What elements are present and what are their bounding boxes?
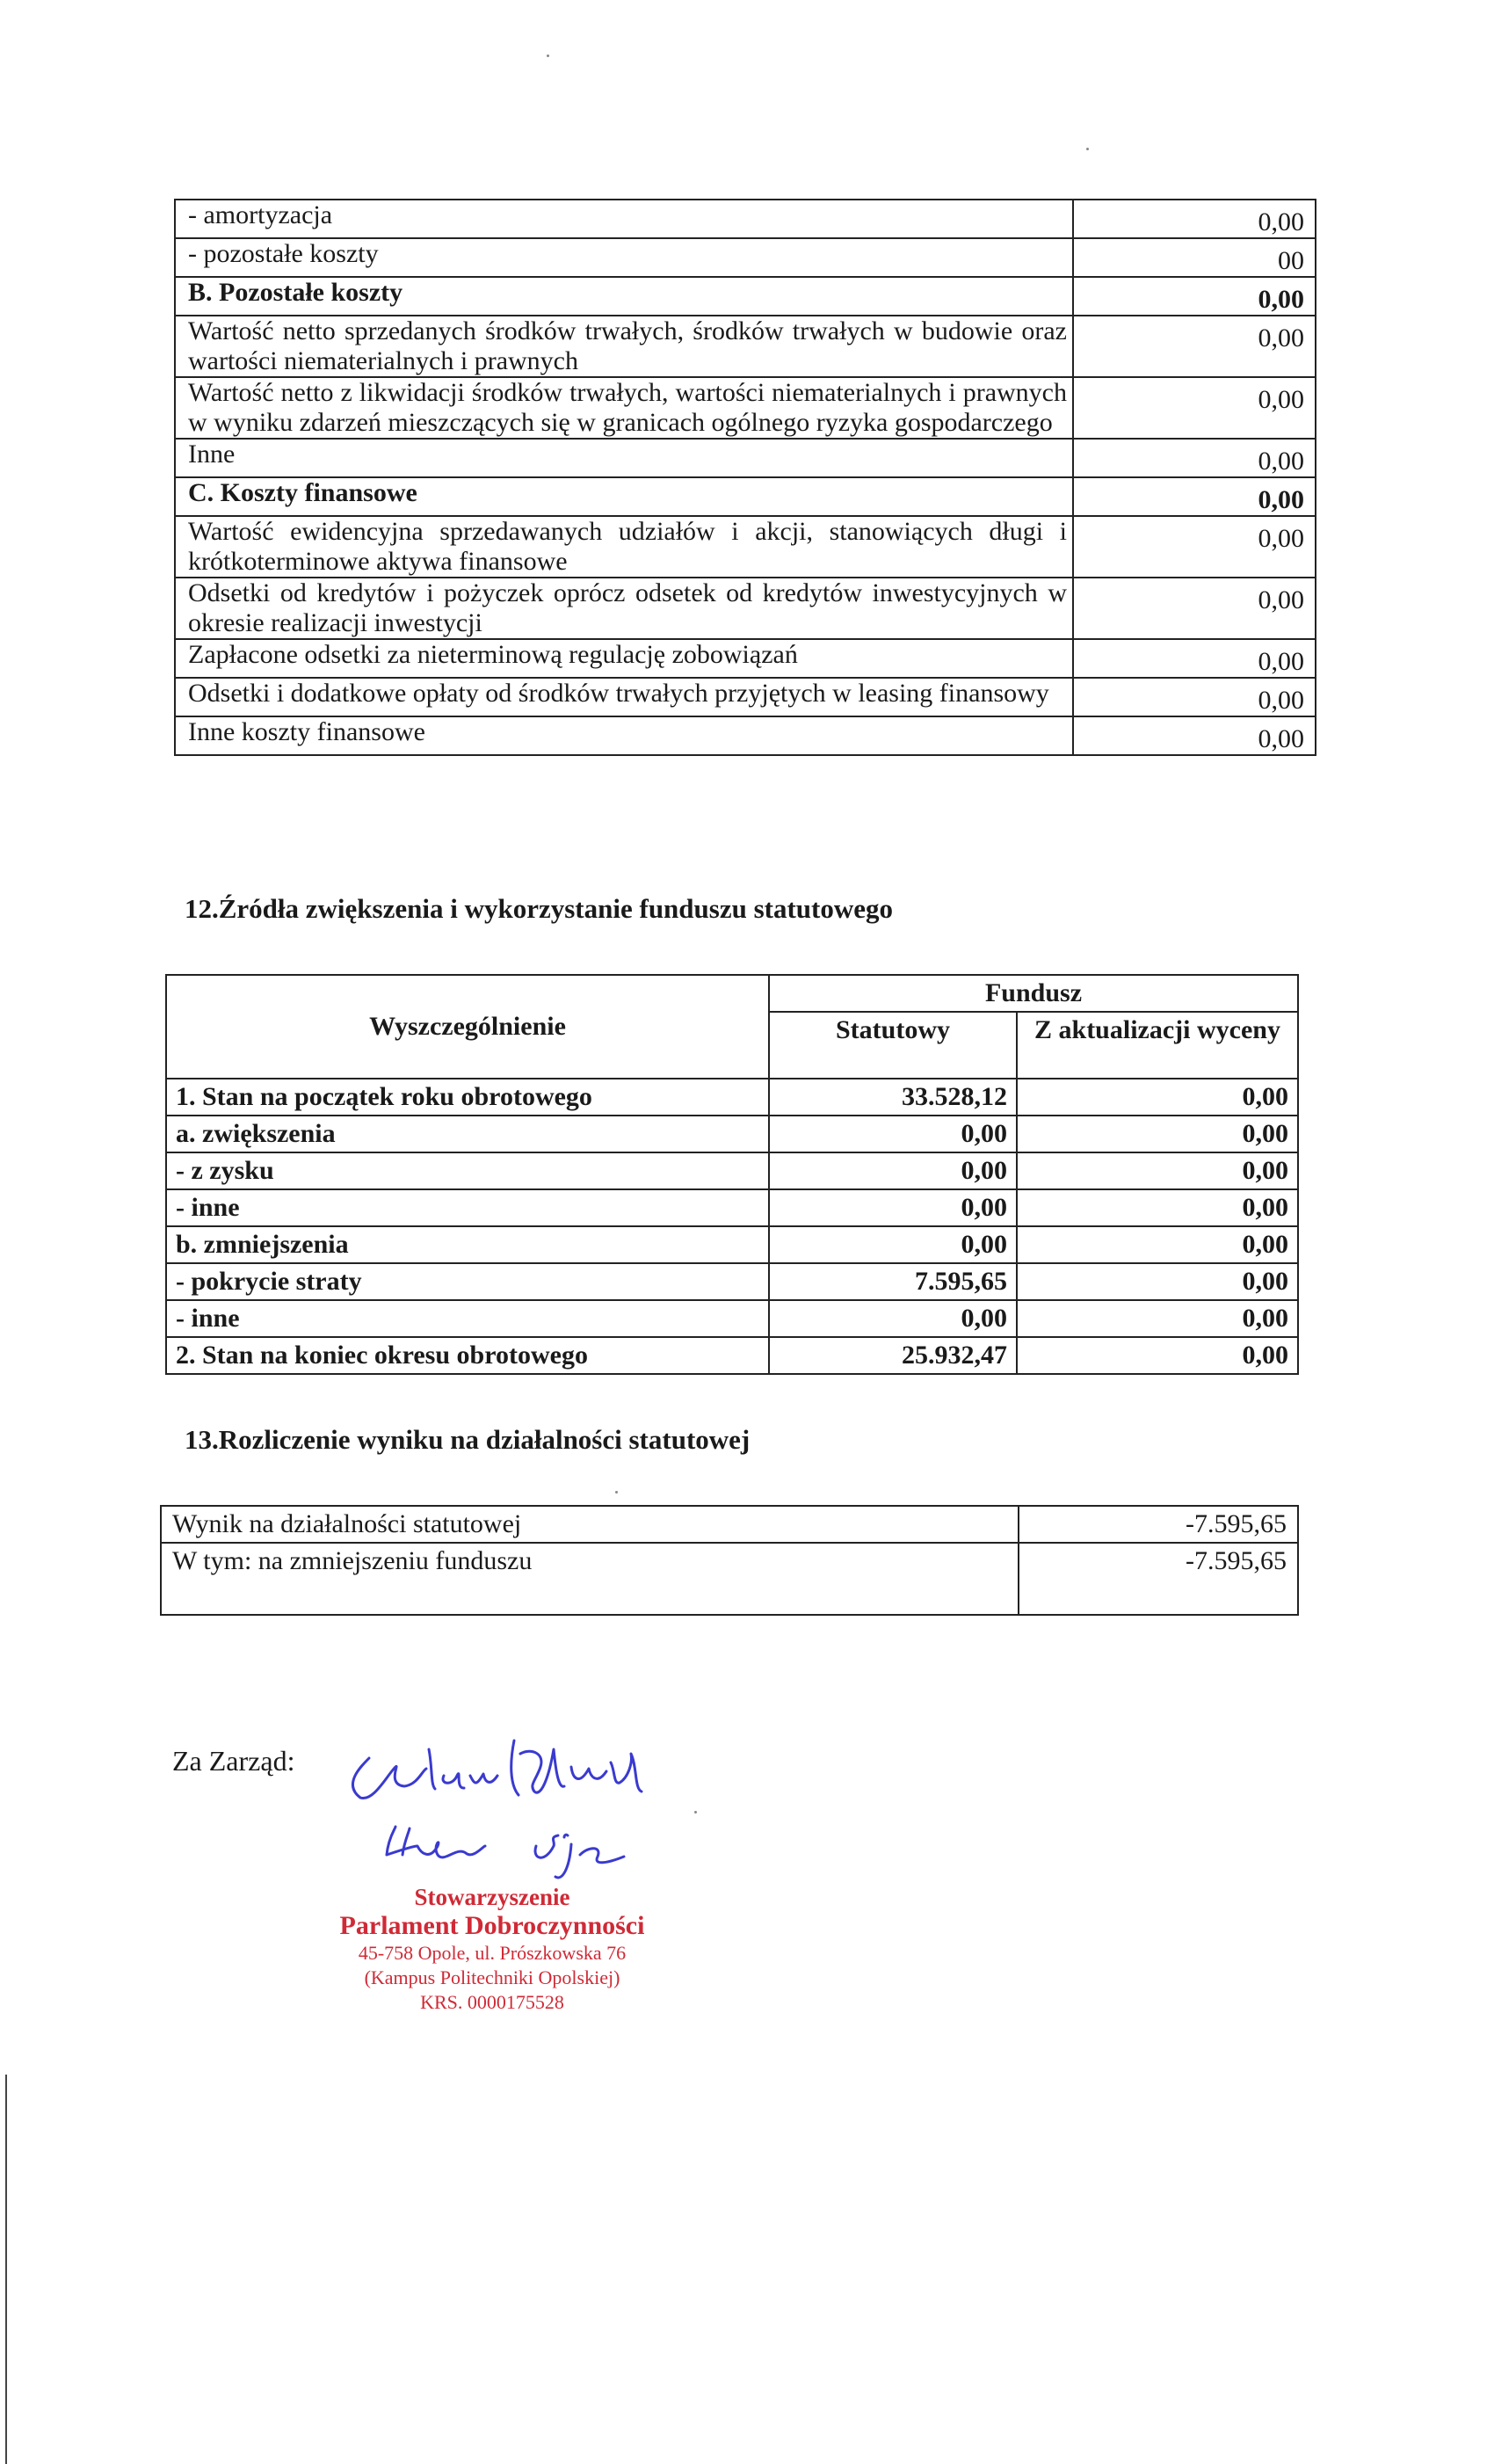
section-c-label: C. Koszty finansowe — [175, 477, 1073, 516]
row-statutowy: 0,00 — [769, 1152, 1017, 1189]
row-label: Wartość netto z likwidacji środków trwałych, wartości niematerialnych i prawnych w wyniku zdarzeń mieszczących się w granicach ogólnego ryzyka gospodarczego — [175, 377, 1073, 439]
table-row — [175, 578, 1316, 639]
row-aktualizacja: 0,00 — [1017, 1079, 1298, 1116]
table-row — [175, 516, 1316, 578]
row-label: - pokrycie straty — [166, 1263, 769, 1300]
table-row — [175, 716, 1316, 755]
row-value: 0,00 — [1073, 200, 1316, 238]
row-aktualizacja: 0,00 — [1017, 1300, 1298, 1337]
table-row — [175, 200, 1316, 238]
row-statutowy: 0,00 — [769, 1189, 1017, 1226]
table-row — [166, 1226, 1298, 1263]
table-row — [175, 377, 1316, 439]
row-aktualizacja: 0,00 — [1017, 1189, 1298, 1226]
table-row — [175, 439, 1316, 477]
row-statutowy: 33.528,12 — [769, 1079, 1017, 1116]
stamp-line-3: 45-758 Opole, ul. Prószkowska 76 — [358, 1942, 627, 1964]
row-label: Odsetki i dodatkowe opłaty od środków trwałych przyjętych w leasing finansowy — [175, 678, 1073, 716]
row-value: 0,00 — [1073, 678, 1316, 716]
row-label: Zapłacone odsetki za nieterminową regulację zobowiązań — [175, 639, 1073, 678]
table-row — [166, 1300, 1298, 1337]
handwritten-signatures — [334, 1714, 703, 1890]
row-label: Wartość netto sprzedanych środków trwałych, środków trwałych w budowie oraz wartości niematerialnych i prawnych — [175, 316, 1073, 377]
row-aktualizacja: 0,00 — [1017, 1263, 1298, 1300]
row-label: Odsetki od kredytów i pożyczek oprócz odsetek od kredytów inwestycyjnych w okresie realizacji inwestycji — [175, 578, 1073, 639]
row-value: 0,00 — [1073, 639, 1316, 678]
row-statutowy: 0,00 — [769, 1226, 1017, 1263]
fund-table — [165, 974, 1299, 1375]
row-label: b. zmniejszenia — [166, 1226, 769, 1263]
table-row — [175, 277, 1316, 316]
stamp-line-1: Stowarzyszenie — [414, 1884, 570, 1910]
header-z-aktualizacji: Z aktualizacji wyceny — [1017, 1012, 1298, 1079]
table-row — [175, 238, 1316, 277]
row-aktualizacja: 0,00 — [1017, 1152, 1298, 1189]
row-value: 0,00 — [1073, 516, 1316, 578]
row-value: -7.595,65 — [1019, 1506, 1298, 1543]
organization-stamp — [316, 1883, 668, 2015]
row-label: - amortyzacja — [175, 200, 1073, 238]
section-b-label: B. Pozostałe koszty — [175, 277, 1073, 316]
row-label: a. zwiększenia — [166, 1116, 769, 1152]
table-row — [161, 1506, 1298, 1543]
row-value: -7.595,65 — [1019, 1543, 1298, 1615]
table-row — [166, 1116, 1298, 1152]
stamp-line-2: Parlament Dobroczynności — [339, 1911, 645, 1940]
header-wyszczegolnienie: Wyszczególnienie — [166, 975, 769, 1079]
row-label: W tym: na zmniejszeniu funduszu — [161, 1543, 1019, 1615]
table-row — [166, 1189, 1298, 1226]
header-statutowy: Statutowy — [769, 1012, 1017, 1079]
row-aktualizacja: 0,00 — [1017, 1116, 1298, 1152]
section-12-title: 12.Źródła zwiększenia i wykorzystanie funduszu statutowego — [185, 893, 894, 924]
row-label: Wartość ewidencyjna sprzedawanych udziałów i akcji, stanowiących długi i krótkoterminowe aktywa finansowe — [175, 516, 1073, 578]
row-value: 0,00 — [1073, 439, 1316, 477]
section-13-title: 13.Rozliczenie wyniku na działalności statutowej — [185, 1424, 751, 1455]
costs-table — [174, 199, 1316, 756]
scan-speck — [615, 1491, 618, 1494]
row-label: - inne — [166, 1300, 769, 1337]
za-zarzad-label: Za Zarząd: — [172, 1745, 295, 1777]
stamp-line-4: (Kampus Politechniki Opolskiej) — [364, 1966, 620, 1988]
row-label: 2. Stan na koniec okresu obrotowego — [166, 1337, 769, 1374]
row-statutowy: 7.595,65 — [769, 1263, 1017, 1300]
table-row — [166, 1079, 1298, 1116]
row-value: 00 — [1073, 238, 1316, 277]
result-table — [160, 1505, 1299, 1616]
scan-speck — [694, 1811, 697, 1813]
row-label: - pozostałe koszty — [175, 238, 1073, 277]
stamp-line-5: KRS. 0000175528 — [420, 1991, 564, 2013]
row-statutowy: 0,00 — [769, 1300, 1017, 1337]
row-statutowy: 0,00 — [769, 1116, 1017, 1152]
scan-margin-line — [5, 2075, 7, 2464]
table-row — [175, 316, 1316, 377]
row-value: 0,00 — [1073, 716, 1316, 755]
row-aktualizacja: 0,00 — [1017, 1226, 1298, 1263]
table-row — [175, 477, 1316, 516]
table-row — [161, 1543, 1298, 1615]
row-aktualizacja: 0,00 — [1017, 1337, 1298, 1374]
row-label: Inne — [175, 439, 1073, 477]
scan-speck — [547, 55, 549, 57]
row-label: Wynik na działalności statutowej — [161, 1506, 1019, 1543]
row-value: 0,00 — [1073, 316, 1316, 377]
section-b-value: 0,00 — [1073, 277, 1316, 316]
row-value: 0,00 — [1073, 578, 1316, 639]
row-label: - z zysku — [166, 1152, 769, 1189]
table-row — [166, 1263, 1298, 1300]
header-fundusz: Fundusz — [769, 975, 1298, 1012]
row-statutowy: 25.932,47 — [769, 1337, 1017, 1374]
row-label: - inne — [166, 1189, 769, 1226]
table-row — [166, 1337, 1298, 1374]
row-label: Inne koszty finansowe — [175, 716, 1073, 755]
row-label: 1. Stan na początek roku obrotowego — [166, 1079, 769, 1116]
scan-speck — [1086, 148, 1089, 150]
table-row — [166, 1152, 1298, 1189]
table-row — [175, 678, 1316, 716]
table-row — [175, 639, 1316, 678]
row-value: 0,00 — [1073, 377, 1316, 439]
section-c-value: 0,00 — [1073, 477, 1316, 516]
